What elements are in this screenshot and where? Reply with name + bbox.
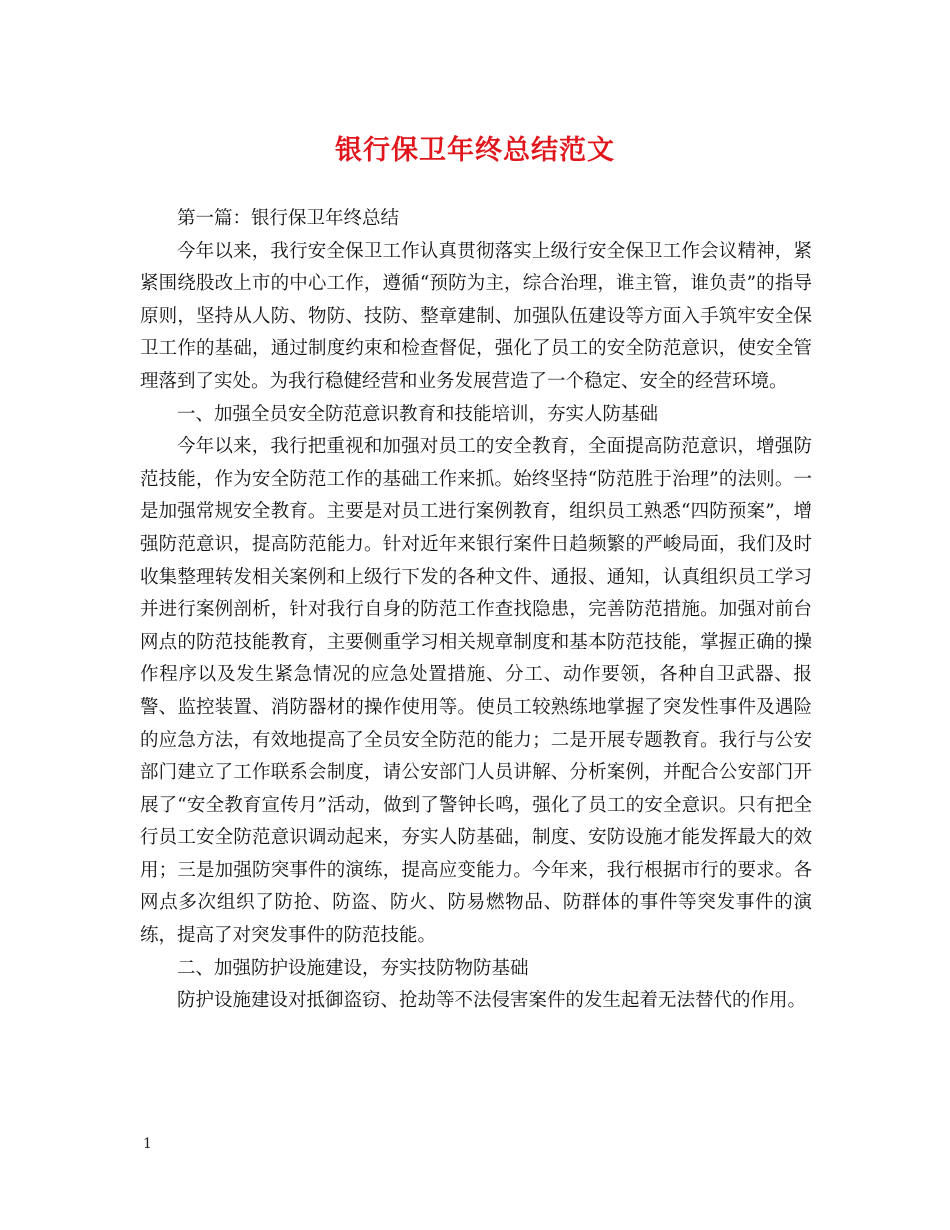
section-heading: 二、加强防护设施建设，夯实技防物防基础 <box>177 957 529 979</box>
document-title: 银行保卫年终总结范文 <box>335 135 615 166</box>
section-heading: 一、加强全员安全防范意识教育和技能培训，夯实人防基础 <box>177 403 659 425</box>
section-heading: 第一篇：银行保卫年终总结 <box>177 208 400 229</box>
page-number: 1 <box>143 1136 152 1152</box>
body-paragraph: 防护设施建设对抵御盗窃、抢劫等不法侵害案件的发生起着无法替代的作用。 <box>177 990 807 1012</box>
body-paragraph: 今年以来，我行把重视和加强对员工的安全教育，全面提高防范意识，增强防范技能，作为安全防范工作的基础工作来抓。始终坚持“防范胜于治理”的法则。一是加强常规安全教育。主要是对员工进行案例教育，组织员工熟悉“四防预案”，增强防范意识，提高防范能力。针对近年来银行案件日趋频繁的严峻局面，我们及时收集整理转发相关案例和上级行下发的各种文件、通报、通知，认真组织员工学习并进行案例剖析，针对我行自身的防范工作查找隐患，完善防范措施。加强对前台网点的防范技能教育，主要侧重学习相关规章制度和基本防范技能，掌握正确的操作程序以及发生紧急情况的应急处置措施、分工、动作要领，各种自卫武器、报警、监控装置、消防器材的操作使用等。使员工较熟练地掌握了突发性事件及遇险的应急方法，有效地提高了全员安全防范的能力；二是开展专题教育。我行与公安部门建立了工作联系会制度，请公安部门人员讲解、分析案例，并配合公安部门开展了“安全教育宣传月”活动，做到了警钟长鸣，强化了员工的安全意识。只有把全行员工安全防范意识调动起来，夯实人防基础，制度、安防设施才能发挥最大的效用；三是加强防突事件的演练，提高应变能力。今年来，我行根据市行的要求。各网点多次组织了防抢、防盗、防火、防易燃物品、防群体的事件等突发事件的演练，提高了对突发事件的防范技能。 <box>140 436 812 947</box>
body-paragraph: 今年以来，我行安全保卫工作认真贯彻落实上级行安全保卫工作会议精神，紧紧围绕股改上市的中心工作，遵循“预防为主，综合治理，谁主管，谁负责”的指导原则，坚持从人防、物防、技防、整章建制、加强队伍建设等方面入手筑牢安全保卫工作的基础，通过制度约束和检查督促，强化了员工的安全防范意识，使安全管理落到了实处。为我行稳健经营和业务发展营造了一个稳定、安全的经营环境。 <box>140 240 812 392</box>
document-body <box>140 203 812 1018</box>
